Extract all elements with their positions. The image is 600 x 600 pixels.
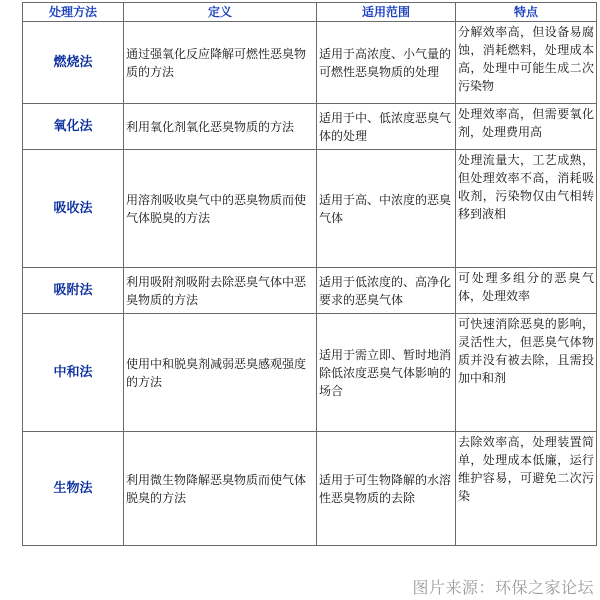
scope-cell: 适用于高浓度、小气量的可燃性恶臭物质的处理 — [317, 22, 456, 104]
table-row — [23, 432, 597, 546]
scope-cell: 适用于中、低浓度恶臭气体的处理 — [317, 104, 456, 150]
method-cell: 吸收法 — [23, 150, 124, 268]
features-cell: 处理效率高，但需要氧化剂，处理费用高 — [456, 104, 597, 150]
features-cell: 去除效率高，处理装置简单，处理成本低廉，运行维护容易，可避免二次污染 — [456, 432, 597, 546]
scope-cell: 适用于需立即、暂时地消除低浓度恶臭气体影响的场合 — [317, 314, 456, 432]
method-cell: 吸附法 — [23, 268, 124, 314]
definition-cell: 用溶剂吸收臭气中的恶臭物质而使气体脱臭的方法 — [124, 150, 317, 268]
method-cell: 中和法 — [23, 314, 124, 432]
scope-cell: 适用于高、中浓度的恶臭气体 — [317, 150, 456, 268]
method-cell: 氧化法 — [23, 104, 124, 150]
definition-cell: 利用氧化剂氧化恶臭物质的方法 — [124, 104, 317, 150]
table-row — [23, 104, 597, 150]
comparison-table-container — [22, 2, 596, 546]
table-header-row — [23, 3, 597, 22]
header-method: 处理方法 — [23, 3, 124, 22]
definition-cell: 使用中和脱臭剂减弱恶臭感观强度的方法 — [124, 314, 317, 432]
table-row — [23, 150, 597, 268]
scope-cell: 适用于可生物降解的水溶性恶臭物质的去除 — [317, 432, 456, 546]
header-definition: 定义 — [124, 3, 317, 22]
features-cell: 可快速消除恶臭的影响，灵活性大，但恶臭气体物质并没有被去除，且需投加中和剂 — [456, 314, 597, 432]
definition-cell: 利用吸附剂吸附去除恶臭气体中恶臭物质的方法 — [124, 268, 317, 314]
definition-cell: 通过强氧化反应降解可燃性恶臭物质的方法 — [124, 22, 317, 104]
features-cell: 处理流量大，工艺成熟，但处理效率不高，消耗吸收剂，污染物仅由气相转移到液相 — [456, 150, 597, 268]
header-scope: 适用范围 — [317, 3, 456, 22]
table-row — [23, 22, 597, 104]
features-cell: 分解效率高，但设备易腐蚀，消耗燃料，处理成本高，处理中可能生成二次污染物 — [456, 22, 597, 104]
features-cell: 可处理多组分的恶臭气体，处理效率 — [456, 268, 597, 314]
source-watermark: 图片来源：环保之家论坛 — [412, 578, 594, 597]
table-row — [23, 268, 597, 314]
table-row — [23, 314, 597, 432]
scope-cell: 适用于低浓度的、高净化要求的恶臭气体 — [317, 268, 456, 314]
header-features: 特点 — [456, 3, 597, 22]
odor-treatment-table — [22, 2, 597, 546]
method-cell: 燃烧法 — [23, 22, 124, 104]
definition-cell: 利用微生物降解恶臭物质而使气体脱臭的方法 — [124, 432, 317, 546]
method-cell: 生物法 — [23, 432, 124, 546]
